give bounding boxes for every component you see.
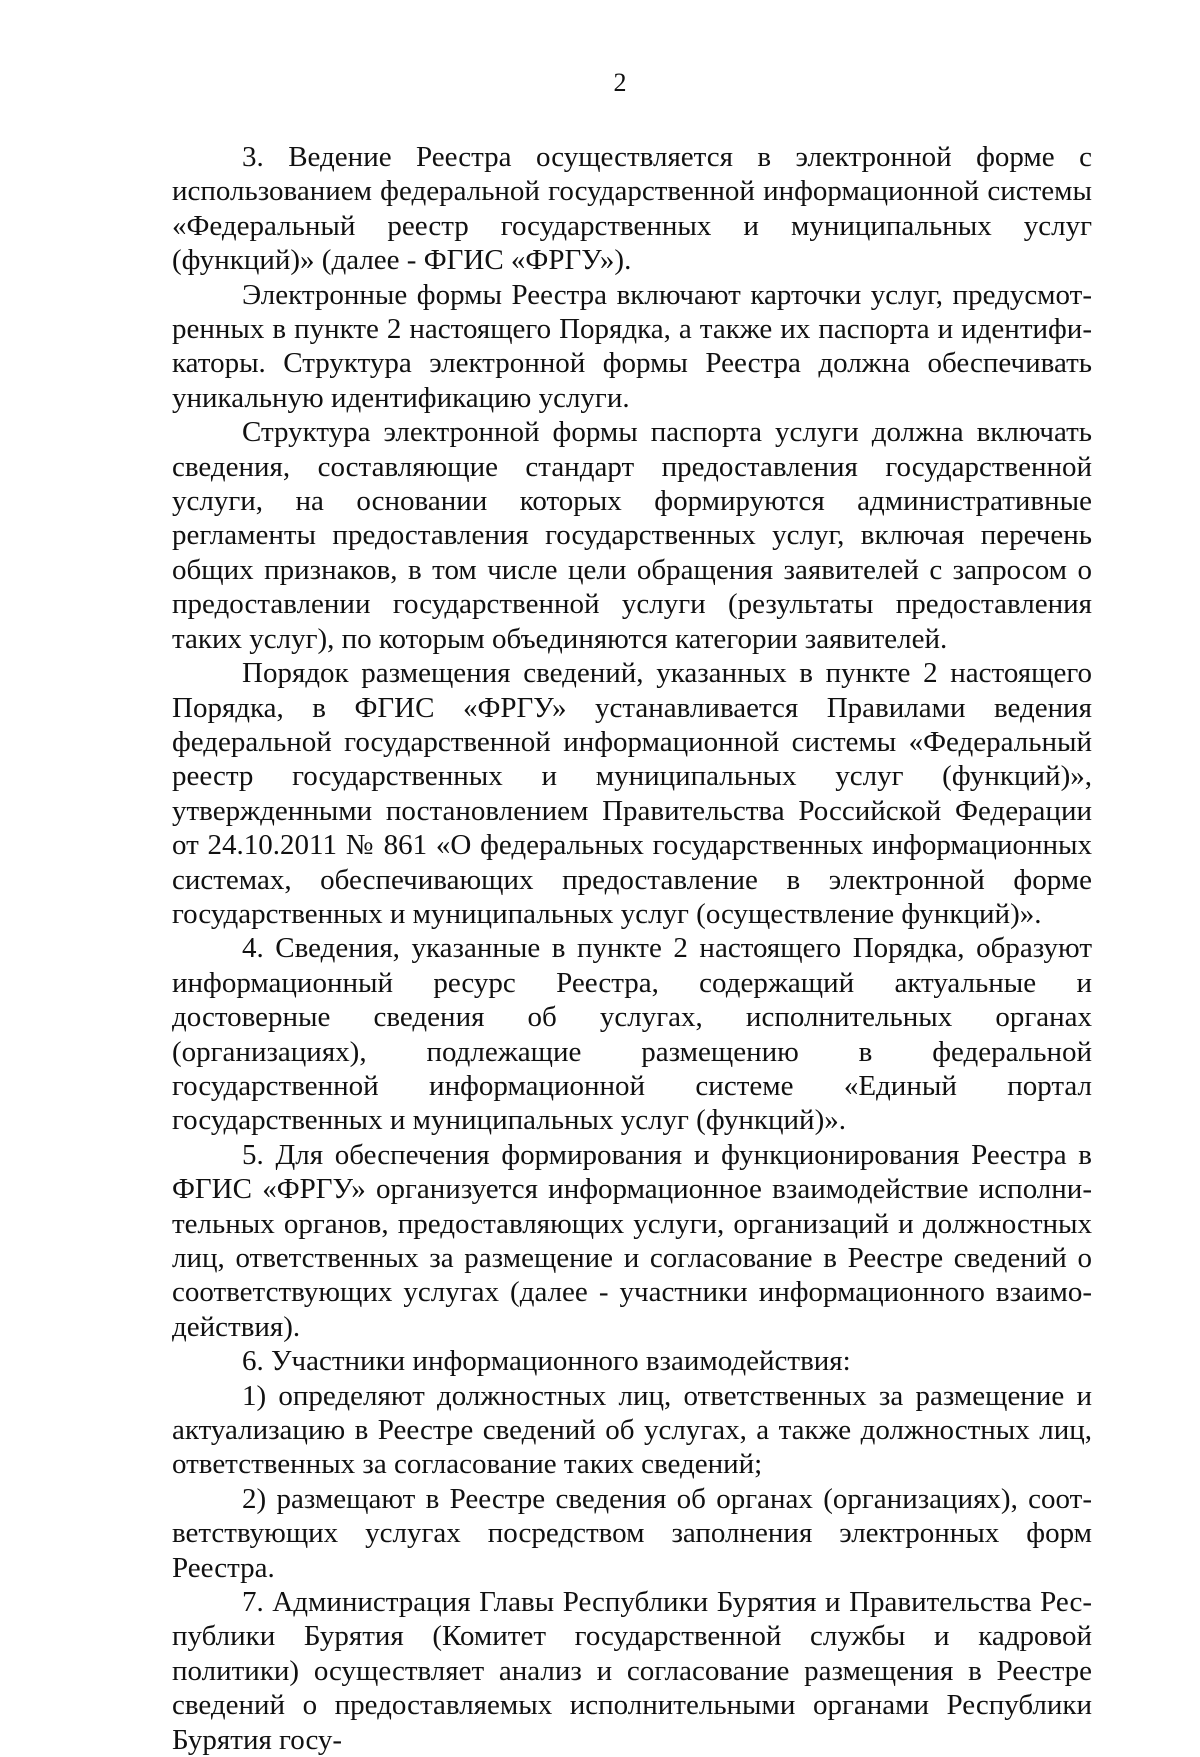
paragraph-item-5: 5. Для обеспечения формирования и функционирования Реестра в ФГИС «ФРГУ» организуется информационное взаимодействие исполнительных органов, предоставляющих услуги, организаций и должностных лиц, ответственных за размещение и согласование в Реестре сведений о соответствующих услугах (далее - участники информационного взаимодействия). — [172, 1138, 1092, 1343]
paragraph-passport-structure: Структура электронной формы паспорта услуги должна включать сведения, составляющие стандарт предоставления государственной услуги, на основании которых формируются административные регламенты предоставления государственных услуг, включая перечень общих признаков, в том числе цели обращения заявителей с запросом о предоставлении государственной услуги (результаты предоставления таких услуг), по которым объединяются категории заявителей. — [172, 416, 1092, 655]
paragraph-placement-procedure: Порядок размещения сведений, указанных в пункте 2 настоящего Порядка, в ФГИС «ФРГУ» устанавливается Правилами ведения федеральной государственной информационной системы «Федеральный реестр государственных и муниципальных услуг (функций)», утвержденными постановлением Правительства Российской Федерации от 24.10.2011 № 861 «О федеральных государственных информационных системах, обеспечивающих предоставление в электронной форме государственных и муниципальных услуг (осуществление функций)». — [172, 657, 1092, 930]
document-body — [172, 140, 1092, 1757]
paragraph-electronic-forms: Электронные формы Реестра включают карточки услуг, предусмотренных в пункте 2 настоящего Порядка, а также их паспорта и идентификаторы. Структура электронной формы Реестра должна обеспечивать уникальную идентификацию услуги. — [172, 278, 1092, 414]
page-number: 2 — [613, 68, 627, 97]
paragraph-item-6: 6. Участники информационного взаимодействия: — [242, 1345, 851, 1378]
paragraph-item-7: 7. Администрация Главы Республики Бурятия и Правительства Республики Бурятия (Комитет государственной службы и кадровой политики) осуществляет анализ и согласование размещения в Реестре сведений о предоставляемых исполнительными органами Республики Бурятия госу- — [172, 1586, 1092, 1756]
paragraph-item-3: 3. Ведение Реестра осуществляется в электронной форме с использованием федеральной государственной информационной системы «Федеральный реестр государственных и муниципальных услуг (функций)» (далее - ФГИС «ФРГУ»). — [172, 141, 1092, 277]
paragraph-item-6-1: 1) определяют должностных лиц, ответственных за размещение и актуализацию в Реестре сведений об услугах, а также должностных лиц, ответственных за согласование таких сведений; — [172, 1379, 1092, 1481]
paragraph-item-4: 4. Сведения, указанные в пункте 2 настоящего Порядка, образуют информационный ресурс Реестра, содержащий актуальные и достоверные сведения об услугах, исполнительных органах (организациях), подлежащие размещению в федеральной государственной информационной системе «Единый портал государственных и муниципальных услуг (функций)». — [172, 932, 1092, 1137]
paragraph-item-6-2: 2) размещают в Реестре сведения об органах (организациях), соответствующих услугах посредством заполнения электронных форм Реестра. — [172, 1482, 1092, 1584]
